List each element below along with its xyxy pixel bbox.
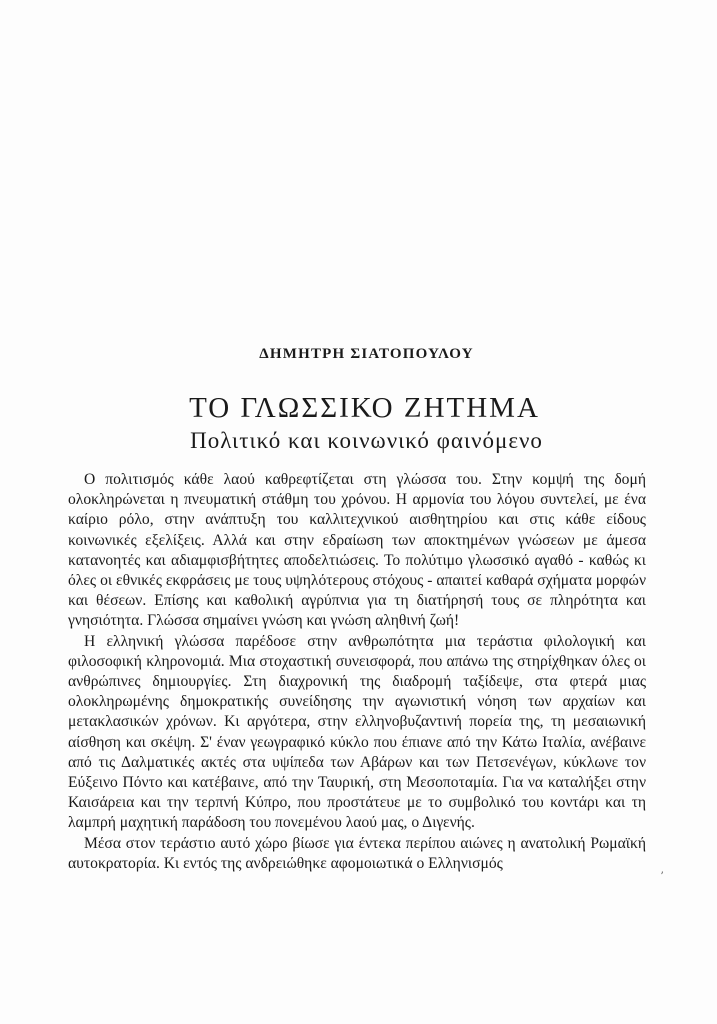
paragraph: Μέσα στον τεράστιο αυτό χώρο βίωσε για έντεκα περίπου αιώνες η ανατολική Ρωμαϊκή αυτοκρατορία. Κι εντός της ανδρειώθηκε αφομοιωτικά ο Ελληνισμός <box>68 834 646 872</box>
margin-mark: ʼ <box>660 870 664 883</box>
body-text <box>68 470 646 874</box>
document-subtitle: Πολιτικό και κοινωνικό φαινόμενο <box>190 428 543 453</box>
document-title: ΤΟ ΓΛΩΣΣΙΚΟ ΖΗΤΗΜΑ <box>189 392 540 424</box>
paragraph: Η ελληνική γλώσσα παρέδοσε στην ανθρωπότητα μια τεράστια φιλολογική και φιλοσοφική κληρονομιά. Μια στοχαστική συνεισφορά, που απάνω της στηρίχθηκαν όλες οι ανθρώπινες δημιουργίες. Στη διαχρονική της διαδρομή ταξίδεψε, στα φτερά μιας ολοκληρωμένης δημοκρατικής συνείδησης την αγωνιστική νόηση των αρχαίων και μετακλασικών χρόνων. Κι αργότερα, στην ελληνοβυζαντινή πορεία της, τη μεσαιωνική αίσθηση και σκέψη. Σ' έναν γεωγραφικό κύκλο που έπιανε από την Κάτω Ιταλία, ανέβαινε από τις Δαλματικές ακτές στα υψίπεδα των Αβάρων και των Πετσενέγων, κύκλωνε τον Εύξεινο Πόντο και κατέβαινε, από την Ταυρική, στη Μεσοποταμία. Για να καταλήξει στην Καισάρεια και την τερπνή Κύπρο, που προστάτευε με το συμβολικό του κοντάρι και τη λαμπρή μαχητική παράδοση του πονεμένου λαού μας, ο Διγενής. <box>68 632 646 832</box>
paragraph: Ο πολιτισμός κάθε λαού καθρεφτίζεται στη γλώσσα του. Στην κομψή της δομή ολοκληρώνεται η πνευματική στάθμη του χρόνου. Η αρμονία του λόγου συντελεί, με ένα καίριο ρόλο, στην ανάπτυξη του καλλιτεχνικού αισθητηρίου και στις κάθε είδους κοινωνικές εξελίξεις. Αλλά και στην εδραίωση των αποκτημένων γνώσεων με άμεσα κατανοητές και αδιαμφισβήτητες αποδελτιώσεις. Το πολύτιμο γλωσσικό αγαθό - καθώς κι όλες οι εθνικές εκφράσεις με τους υψηλότερους στόχους - απαιτεί καθαρά σχήματα μορφών και θέσεων. Επίσης και καθολική αγρύπνια για τη διατήρησή τους σε πληρότητα και γνησιότητα. Γλώσσα σημαίνει γνώση και γνώση αληθινή ζωή! <box>68 471 646 630</box>
author-name: ΔΗΜΗΤΡΗ ΣΙΑΤΟΠΟΥΛΟΥ <box>259 346 474 362</box>
